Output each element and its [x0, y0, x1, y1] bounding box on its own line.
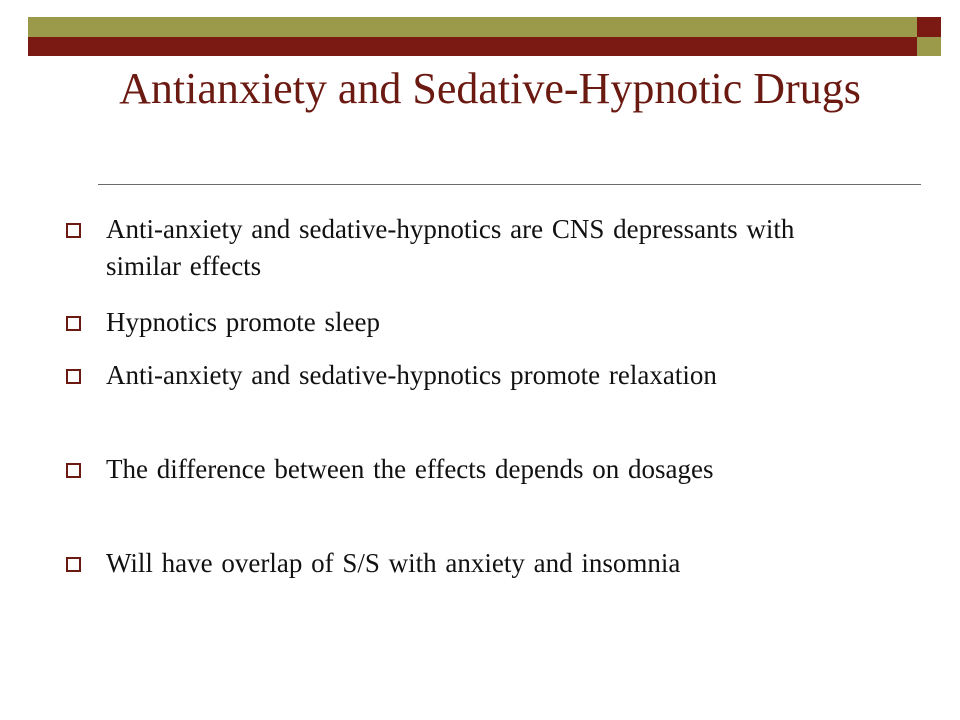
- hollow-square-icon: [66, 557, 81, 572]
- hollow-square-icon: [66, 463, 81, 478]
- header-corner-square-olive: [917, 37, 941, 56]
- bullet-text: Anti-anxiety and sedative-hypnotics are CNS depressants with similar effects: [106, 214, 795, 281]
- slide-title: Antianxiety and Sedative-Hypnotic Drugs: [119, 64, 861, 113]
- hollow-square-icon: [66, 316, 81, 331]
- hollow-square-icon: [66, 223, 81, 238]
- hollow-square-icon: [66, 369, 81, 384]
- bullet-text: Hypnotics promote sleep: [106, 307, 380, 337]
- header-bar-maroon: [28, 37, 941, 56]
- header-corner-square-maroon: [917, 17, 941, 37]
- bullet-text: Anti-anxiety and sedative-hypnotics promote relaxation: [106, 360, 717, 390]
- header-bar-olive: [28, 17, 941, 37]
- bullet-text: Will have overlap of S/S with anxiety and insomnia: [106, 548, 681, 578]
- title-divider: [98, 184, 921, 185]
- bullet-text: The difference between the effects depends on dosages: [106, 454, 714, 484]
